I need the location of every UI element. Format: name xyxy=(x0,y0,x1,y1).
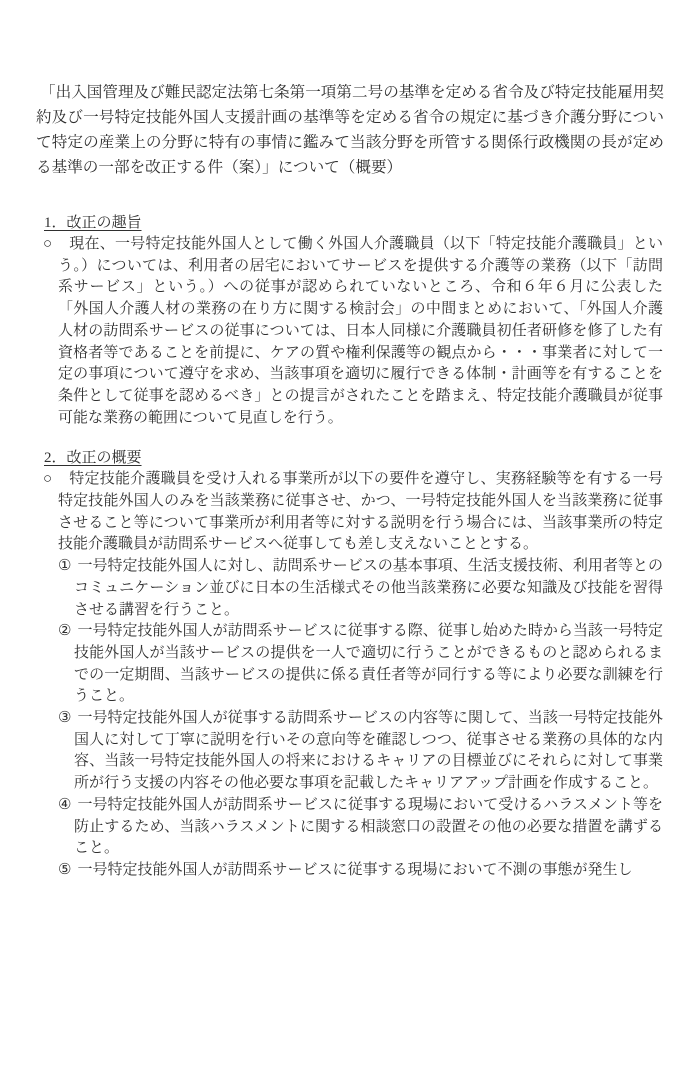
numbered-item-4 xyxy=(58,795,663,860)
numbered-item-1 xyxy=(58,556,663,621)
document-title: 「出入国管理及び難民認定法第七条第一項第二号の基準を定める省令及び特定技能雇用契約及び一号特定技能外国人支援計画の基準等を定める省令の規定に基づき介護分野について特定の産業上の分野に特有の事情に鑑みて当該分野を所管する関係行政機関の長が定める基準の一部を改正する件（案）」について（概要） xyxy=(36,84,664,176)
section-1-heading xyxy=(44,212,663,234)
section-1-bullet-paragraph xyxy=(43,234,663,429)
numbered-item-2-text: 一号特定技能外国人が訪問系サービスに従事する際、従事し始めた時から当該一号特定技能外国人が当該サービスの提供を一人で適切に行うことができるものと認められるまでの一定期間、当該サービスの提供に係る責任者等が同行する等により必要な訓練を行うこと。 xyxy=(74,623,663,705)
numbered-item-2 xyxy=(58,621,663,708)
section-1-bullet-text: 現在、一号特定技能外国人として働く外国人介護職員（以下「特定技能介護職員」という。）については、利用者の居宅においてサービスを提供する介護等の業務（以下「訪問系サービス」という。）への従事が認められていないところ、令和６年６月に公表した「外国人介護人材の業務の在り方に関する検討会」の中間まとめにおいて、「外国人介護人材の訪問系サービスの従事については、日本人同様に介護職員初任者研修を修了した有資格者等であることを前提に、ケアの質や権利保護等の観点から・・・事業者に対して一定の事項について遵守を求め、当該事項を適切に履行できる体制・計画等を有することを条件として従事を認めるべき」との提言がされたことを踏まえ、特定技能介護職員が従事可能な業務の範囲について見直しを行う。 xyxy=(58,236,663,426)
circled-number-5-marker: ⑤ xyxy=(58,861,72,878)
section-2-bullet-text: 特定技能介護職員を受け入れる事業所が以下の要件を遵守し、実務経験等を有する一号特定技能外国人のみを当該業務に従事させ、かつ、一号特定技能外国人を当該業務に従事させること等について事業所が利用者等に対する説明を行う場合には、当該事業所の特定技能介護職員が訪問系サービスへ従事しても差し支えないこととする。 xyxy=(58,471,663,553)
numbered-item-5 xyxy=(58,860,663,882)
numbered-item-4-text: 一号特定技能外国人が訪問系サービスに従事する現場において受けるハラスメント等を防止するため、当該ハラスメントに関する相談窓口の設置その他の必要な措置を講ずること。 xyxy=(74,796,663,857)
numbered-item-3 xyxy=(58,708,663,795)
numbered-item-5-text: 一号特定技能外国人が訪問系サービスに従事する現場において不測の事態が発生し xyxy=(77,861,633,878)
circled-number-2-marker: ② xyxy=(58,623,72,640)
section-2-heading xyxy=(44,447,663,469)
section-2-heading-text: 2．改正の概要 xyxy=(44,450,142,467)
circle-bullet-marker: ○ xyxy=(43,236,53,252)
circled-number-1-marker: ① xyxy=(58,558,72,575)
circled-number-3-marker: ③ xyxy=(58,710,72,727)
document-page xyxy=(0,80,700,1072)
section-2-bullet-paragraph xyxy=(43,469,663,556)
circle-bullet-marker: ○ xyxy=(43,471,53,488)
section-1-heading-text: 1．改正の趣旨 xyxy=(44,215,142,231)
numbered-item-3-text: 一号特定技能外国人が従事する訪問系サービスの内容等に関して、当該一号特定技能外国人に対して丁寧に説明を行いその意向等を確認しつつ、従事させる業務の具体的な内容、当該一号特定技能外国人の将来におけるキャリアの目標並びにそれらに対して事業所が行う支援の内容その他必要な事項を記載したキャリアアップ計画を作成すること。 xyxy=(74,710,663,792)
circled-number-4-marker: ④ xyxy=(58,796,72,813)
numbered-item-1-text: 一号特定技能外国人に対し、訪問系サービスの基本事項、生活支援技術、利用者等とのコミュニケーション並びに日本の生活様式その他当該業務に必要な知識及び技能を習得させる講習を行うこと。 xyxy=(74,558,663,618)
